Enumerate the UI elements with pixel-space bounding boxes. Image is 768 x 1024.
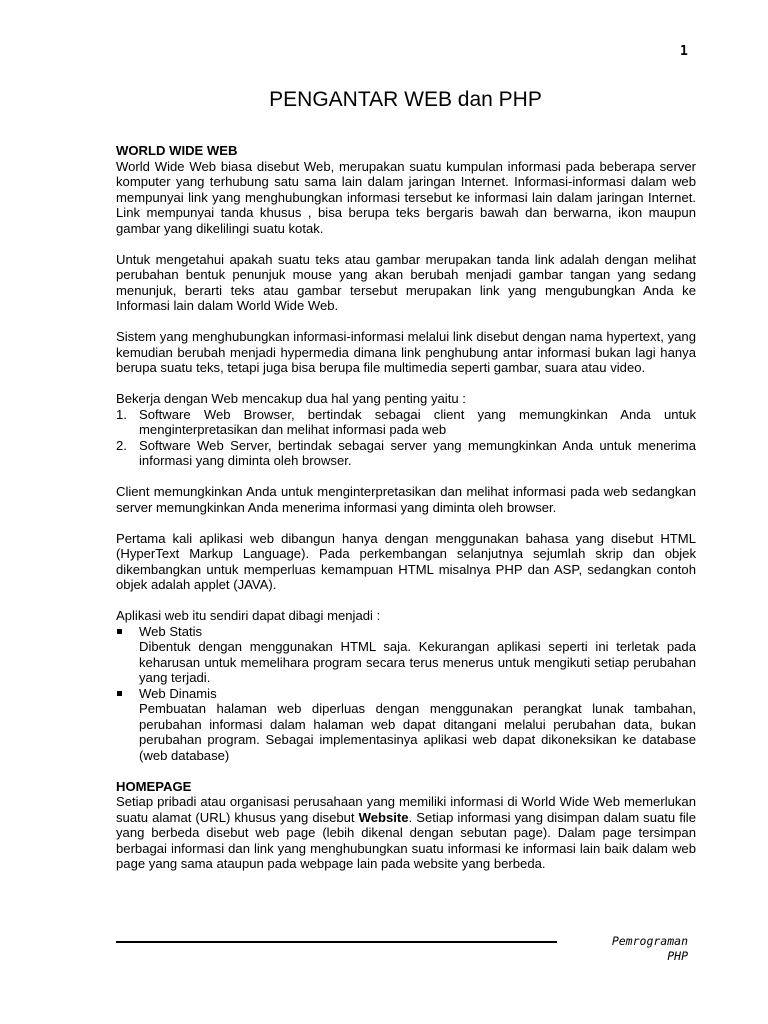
list-item (116, 438, 696, 469)
paragraph: World Wide Web biasa disebut Web, merupakan suatu kumpulan informasi pada beberapa server komputer yang terhubung satu sama lain dalam jaringan Internet. Informasi-informasi dalam web mempunyai link yang menghubungkan informasi tersebut ke informasi lain dalam jaringan Internet. Link mempunyai tanda khusus , bisa berupa teks bergaris bawah dan berwarna, ikon maupun gambar yang dikelilingi suatu kotak. (116, 158, 696, 236)
list-item (116, 686, 696, 764)
square-bullet-icon (117, 629, 122, 634)
numbered-list (116, 407, 696, 469)
paragraph: Untuk mengetahui apakah suatu teks atau gambar merupakan tanda link adalah dengan melihat perubahan bentuk penunjuk mouse yang akan berubah menjadi gambar tangan yang sedang menunjuk, berarti teks atau gambar tersebut merupakan link yang mengubungkan Anda ke Informasi lain dalam World Wide Web. (116, 251, 696, 313)
paragraph: Sistem yang menghubungkan informasi-informasi melalui link disebut dengan nama hypertext, yang kemudian berubah menjadi hypermedia dimana link penghubung antar informasi bukan lagi hanya berupa suatu teks, tetapi juga bisa berupa file multimedia seperti gambar, suara atau video. (116, 329, 696, 375)
list-number: 2. (116, 437, 127, 453)
bullet-list (116, 624, 696, 764)
text-run: . Setiap informasi yang disimpan dalam suatu file yang berbeda disebut web page (lebih dikenal dengan sebutan page). Dalam page tersimpan berbagai informasi dan link yang menghubungkan suatu informasi ke informasi lain baik dalam web page yang sama ataupun pada webpage lain pada website yang berbeda. (116, 809, 696, 871)
bullet-description: Pembuatan halaman web diperluas dengan menggunakan perangkat lunak tambahan, perubahan informasi dalam halaman web dapat ditangani melalui perubahan data, bukan perubahan program. Sebagai implementasinya aplikasi web dapat dikoneksikan ke database (web database) (139, 701, 696, 763)
bullet-title: Web Statis (139, 623, 203, 639)
bullet-description: Dibentuk dengan menggunakan HTML saja. Kekurangan aplikasi seperti ini terletak pada keharusan untuk memelihara program secara terus menerus untuk mengikuti setiap perubahan yang terjadi. (139, 639, 696, 685)
square-bullet-icon (117, 691, 122, 696)
list-item-text: Software Web Browser, bertindak sebagai client yang memungkinkan Anda untuk menginterpretasikan dan melihat informasi pada web (139, 406, 696, 437)
list-number: 1. (116, 406, 127, 422)
paragraph (116, 794, 696, 872)
footer-line: PHP (667, 949, 688, 963)
bold-term: Website (358, 809, 409, 825)
footer-line: Pemrograman (611, 934, 688, 948)
paragraph: Bekerja dengan Web mencakup dua hal yang penting yaitu : (116, 391, 466, 406)
section-heading-www: WORLD WIDE WEB (116, 143, 238, 158)
section-heading-homepage: HOMEPAGE (116, 778, 192, 794)
document-title: PENGANTAR WEB dan PHP (269, 88, 542, 111)
bullet-title: Web Dinamis (139, 685, 217, 701)
paragraph: Aplikasi web itu sendiri dapat dibagi menjadi : (116, 608, 381, 623)
page-number: 1 (680, 44, 688, 59)
footer (592, 934, 688, 964)
document-body (116, 143, 696, 872)
list-item (116, 624, 696, 686)
text-run: Setiap pribadi atau organisasi perusahaan yang memiliki informasi di World Wide Web memerlukan suatu alamat (URL) khusus yang disebut (116, 794, 696, 825)
list-item-text: Software Web Server, bertindak sebagai server yang memungkinkan Anda untuk menerima informasi yang diminta oleh browser. (139, 437, 696, 468)
paragraph: Client memungkinkan Anda untuk menginterpretasikan dan melihat informasi pada web sedangkan server memungkinkan Anda menerima informasi yang diminta oleh browser. (116, 484, 696, 515)
footer-rule (116, 941, 557, 943)
paragraph: Pertama kali aplikasi web dibangun hanya dengan menggunakan bahasa yang disebut HTML (HyperText Markup Language). Pada perkembangan selanjutnya sejumlah skrip dan objek dikembangkan untuk memperluas kemampuan HTML misalnya PHP dan ASP, sedangkan contoh objek adalah applet (JAVA). (116, 530, 696, 592)
list-item (116, 407, 696, 438)
